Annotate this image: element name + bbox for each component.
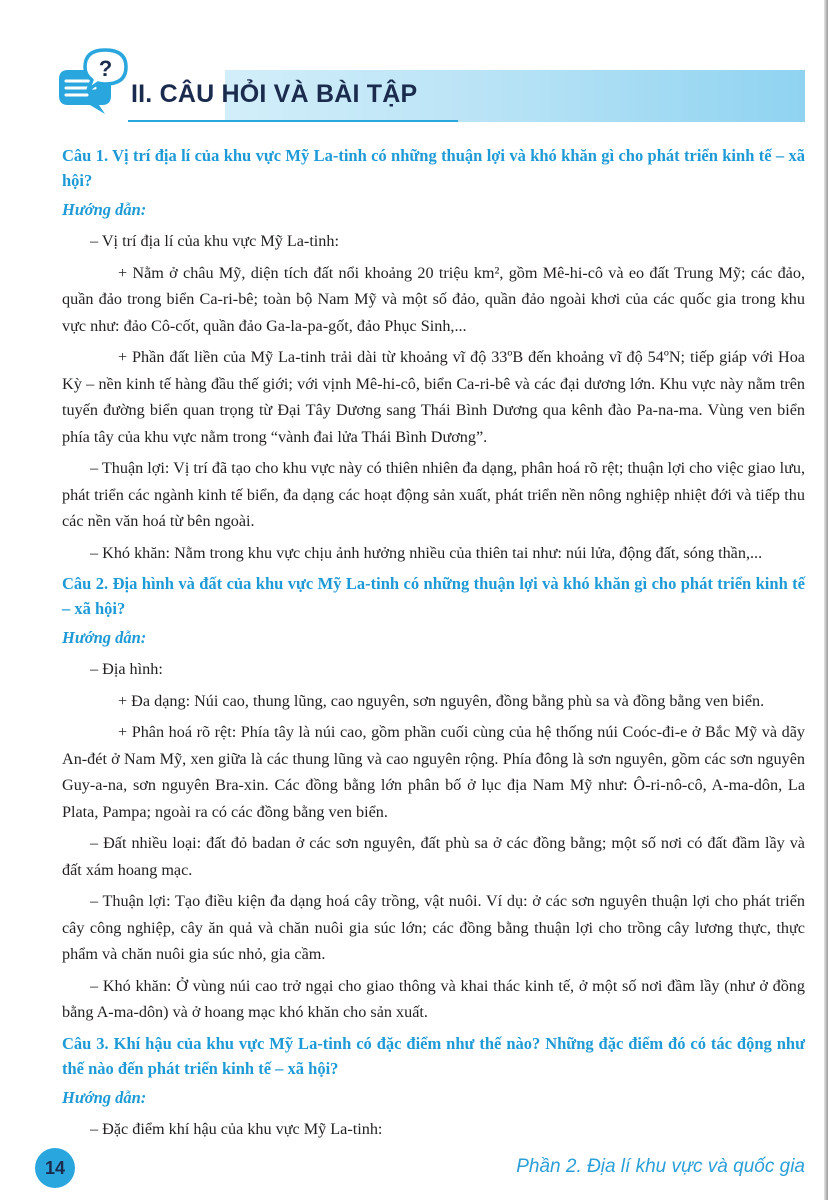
question-heading: Câu 1. Vị trí địa lí của khu vực Mỹ La-tinh có những thuận lợi và khó khăn gì cho phát triển kinh tế – xã hội?: [62, 146, 805, 190]
answer-paragraph: + Phân hoá rõ rệt: Phía tây là núi cao, gồm phần cuối cùng của hệ thống núi Coóc-đi-e ở Bắc Mỹ và dãy An-đét ở Nam Mỹ, xen giữa là các thung lũng và cao nguyên rộng. Phía đông là sơn nguyên, gồm các sơn nguyên Guy-a-na, sơn nguyên Bra-xin. Các đồng bằng lớn phân bố ở lục địa Nam Mỹ như: Ô-ri-nô-cô, A-ma-dôn, La Plata, Pampa; ngoài ra có các đồng bằng ven biển.: [62, 723, 805, 821]
answer-paragraph: + Đa dạng: Núi cao, thung lũng, cao nguyên, sơn nguyên, đồng bằng phù sa và đồng bằng ven biển.: [118, 691, 765, 710]
page-number: 14: [35, 1148, 75, 1188]
answer-paragraph: – Khó khăn: Nằm trong khu vực chịu ảnh hưởng nhiều của thiên tai như: núi lửa, động đất, sóng thần,...: [90, 543, 763, 562]
answer-paragraph: – Thuận lợi: Vị trí đã tạo cho khu vực này có thiên nhiên đa dạng, phân hoá rõ rệt; thuận lợi cho việc giao lưu, phát triển các ngành kinh tế biển, đa dạng các hoạt động sản xuất, phát triển nền nông nghiệp nhiệt đới và tiếp thu các nền văn hoá từ bên ngoài.: [62, 459, 805, 530]
answer-paragraph: – Địa hình:: [90, 660, 163, 678]
answer-paragraph: – Khó khăn: Ở vùng núi cao trở ngại cho giao thông và khai thác kinh tế, ở một số nơi đầm lầy (như ở đồng bằng A-ma-dôn) và ở hoang mạc khó khăn cho sản xuất.: [62, 976, 805, 1021]
section-title: II. CÂU HỎI VÀ BÀI TẬP: [131, 80, 418, 108]
question-1: [62, 143, 805, 566]
answer-paragraph: – Thuận lợi: Tạo điều kiện đa dạng hoá cây trồng, vật nuôi. Ví dụ: ở các sơn nguyên thuận lợi cho phát triển cây công nghiệp, cây ăn quả và chăn nuôi gia súc lớn; các đồng bằng thuận lợi cho trồng cây lương thực, thực phẩm và chăn nuôi gia súc nhỏ, gia cầm.: [62, 892, 805, 963]
guide-label: Hướng dẫn:: [62, 1087, 147, 1107]
question-heading: Câu 3. Khí hậu của khu vực Mỹ La-tinh có đặc điểm như thế nào? Những đặc điểm đó có tác động như thế nào đến phát triển kinh tế – xã hội?: [62, 1033, 805, 1078]
answer-paragraph: – Đặc điểm khí hậu của khu vực Mỹ La-tinh:: [90, 1119, 383, 1138]
question-chat-icon: [55, 46, 131, 118]
question-heading: Câu 2. Địa hình và đất của khu vực Mỹ La-tinh có những thuận lợi và khó khăn gì cho phát triển kinh tế – xã hội?: [62, 574, 805, 618]
question-mark-glyph: ?: [98, 56, 113, 81]
running-footer-title: Phần 2. Địa lí khu vực và quốc gia: [516, 1156, 805, 1177]
answer-paragraph: + Phần đất liền của Mỹ La-tinh trải dài từ khoảng vĩ độ 33ºB đến khoảng vĩ độ 54ºN; tiếp giáp với Hoa Kỳ – nền kinh tế hàng đầu thế giới; với vịnh Mê-hi-cô, biển Ca-ri-bê và các đại dương lớn. Khu vực này nằm trên tuyến đường biển quan trọng từ Đại Tây Dương sang Thái Bình Dương qua kênh đào Pa-na-ma. Vùng ven biển phía tây của khu vực nằm trong “vành đai lửa Thái Bình Dương”.: [62, 348, 805, 446]
page-edge: [824, 0, 828, 1200]
answer-paragraph: – Đất nhiều loại: đất đỏ badan ở các sơn nguyên, đất phù sa ở các đồng bằng; một số nơi có đất đầm lầy và đất xám hoang mạc.: [62, 834, 805, 879]
answer-paragraph: – Vị trí địa lí của khu vực Mỹ La-tinh:: [90, 232, 339, 250]
content-body: [62, 143, 805, 1142]
question-2: [62, 571, 805, 1026]
guide-label: Hướng dẫn:: [62, 200, 147, 219]
question-3: [62, 1031, 805, 1143]
guide-label: Hướng dẫn:: [62, 628, 147, 647]
answer-paragraph: + Nằm ở châu Mỹ, diện tích đất nổi khoảng 20 triệu km², gồm Mê-hi-cô và eo đất Trung Mỹ; các đảo, quần đảo trong biển Ca-ri-bê; toàn bộ Nam Mỹ và một số đảo, quần đảo ngoài khơi của các quốc gia trong khu vực như: đảo Cô-cốt, quần đảo Ga-la-pa-gốt, đảo Phục Sinh,...: [62, 263, 805, 335]
header-underline: [128, 120, 458, 122]
